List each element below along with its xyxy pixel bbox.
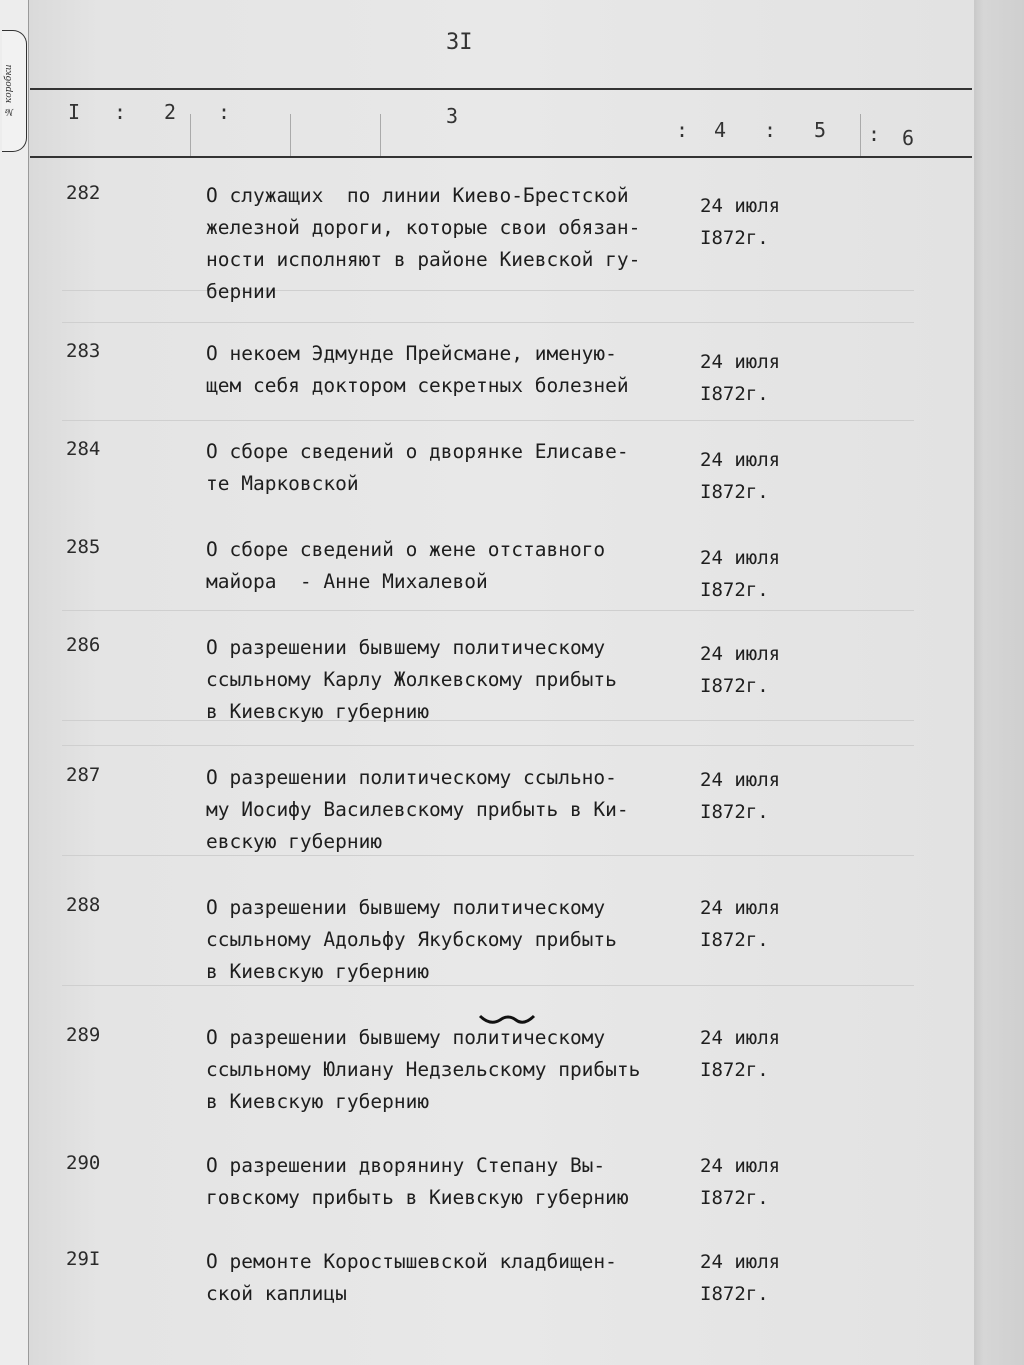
entry-number: 29I — [66, 1248, 101, 1270]
entry-title-line: ности исполняют в районе Киевской гу- — [206, 248, 641, 271]
entry-number: 283 — [66, 340, 101, 362]
column-separator — [290, 114, 291, 156]
entry-date — [700, 1150, 810, 1214]
entry-date-line: I872г. — [700, 227, 769, 249]
entry-title-line: евскую губернию — [206, 830, 383, 853]
entry-title-line: О разрешении бывшему политическому — [206, 1026, 606, 1049]
entry-date-line: I872г. — [700, 801, 769, 823]
entry-date — [700, 542, 810, 606]
entry-title-line: бернии — [206, 280, 277, 303]
entry-title — [206, 1246, 706, 1310]
entry-date — [700, 1022, 810, 1086]
column-header: I — [68, 100, 81, 124]
entry-title-line: ской каплицы — [206, 1282, 347, 1305]
entry-date-line: I872г. — [700, 383, 769, 405]
entry-title-line: О ремонте Коростышевской кладбищен- — [206, 1250, 617, 1273]
entry-title-line: О служащих по линии Киево-Брестской — [206, 184, 629, 207]
entry-title-line: О сборе сведений о жене отставного — [206, 538, 606, 561]
column-header-separator: : — [218, 100, 231, 124]
entry-title — [206, 338, 706, 402]
entry-title-line: О разрешении бывшему политическому — [206, 636, 606, 659]
entry-date-line: 24 июля — [700, 769, 781, 791]
entry-date-line: I872г. — [700, 579, 769, 601]
entry-title-line: железной дороги, которые свои обязан- — [206, 216, 641, 239]
entry-number: 286 — [66, 634, 101, 656]
entry-date-line: 24 июля — [700, 897, 781, 919]
entry-date-line: 24 июля — [700, 1027, 781, 1049]
entry-date — [700, 1246, 810, 1310]
entry-number: 287 — [66, 764, 101, 786]
entry-title-line: О некоем Эдмунде Прейсмане, именую- — [206, 342, 617, 365]
bleed-line — [62, 745, 914, 746]
entry-date-line: I872г. — [700, 1187, 769, 1209]
column-header: 5 — [814, 118, 827, 142]
entry-title — [206, 762, 706, 858]
entry-title-line: майора - Анне Михалевой — [206, 570, 488, 593]
entry-date-line: I872г. — [700, 1283, 769, 1305]
entry-number: 289 — [66, 1024, 101, 1046]
column-header-separator: : — [764, 118, 777, 142]
column-header-separator: : — [868, 122, 881, 146]
entry-title — [206, 436, 706, 500]
entry-date-line: I872г. — [700, 1059, 769, 1081]
entry-number: 288 — [66, 894, 101, 916]
entry-title-line: ссыльному Юлиану Недзельскому прибыть — [206, 1058, 641, 1081]
entry-title — [206, 534, 706, 598]
entry-date-line: 24 июля — [700, 449, 781, 471]
entry-date — [700, 764, 810, 828]
entry-date — [700, 444, 810, 508]
entry-date — [700, 892, 810, 956]
entry-title-line: О разрешении политическому ссыльно- — [206, 766, 617, 789]
entry-title — [206, 892, 706, 988]
column-header: 4 — [714, 118, 727, 142]
entry-date-line: 24 июля — [700, 1251, 781, 1273]
column-header: 3 — [446, 104, 459, 128]
bleed-line — [62, 610, 914, 611]
bleed-line — [62, 322, 914, 323]
entry-number: 284 — [66, 438, 101, 460]
column-header-separator: : — [114, 100, 127, 124]
entry-title-line: му Иосифу Василевскому прибыть в Ки- — [206, 798, 629, 821]
entry-title-line: говскому прибыть в Киевскую губернию — [206, 1186, 629, 1209]
entry-date — [700, 190, 810, 254]
entry-date-line: 24 июля — [700, 643, 781, 665]
entry-title-line: в Киевскую губернию — [206, 960, 430, 983]
column-header: 2 — [164, 100, 177, 124]
column-separator — [860, 114, 861, 156]
entry-title — [206, 1150, 706, 1214]
entry-title — [206, 180, 706, 308]
entry-date-line: I872г. — [700, 481, 769, 503]
entry-date — [700, 346, 810, 410]
entry-title-line: О сборе сведений о дворянке Елисаве- — [206, 440, 629, 463]
column-header-separator: : — [676, 118, 689, 142]
entry-title — [206, 632, 706, 728]
entry-date-line: I872г. — [700, 675, 769, 697]
entry-title-line: щем себя доктором секретных болезней — [206, 374, 629, 397]
box-label: № коробки — [4, 64, 14, 116]
entry-title-line: в Киевскую губернию — [206, 700, 430, 723]
entry-date-line: 24 июля — [700, 547, 781, 569]
column-header: 6 — [902, 126, 915, 150]
entry-date-line: I872г. — [700, 929, 769, 951]
entry-number: 285 — [66, 536, 101, 558]
underlying-page — [966, 0, 1024, 1365]
entry-title-line: О разрешении дворянину Степану Вы- — [206, 1154, 606, 1177]
bleed-line — [62, 420, 914, 421]
entry-title-line: ссыльному Адольфу Якубскому прибыть — [206, 928, 617, 951]
binding-edge — [0, 0, 29, 1365]
entry-date-line: 24 июля — [700, 1155, 781, 1177]
entry-date-line: 24 июля — [700, 351, 781, 373]
entry-title-line: в Киевскую губернию — [206, 1090, 430, 1113]
entry-number: 290 — [66, 1152, 101, 1174]
entry-title-line: ссыльному Карлу Жолкевскому прибыть — [206, 668, 617, 691]
entry-number: 282 — [66, 182, 101, 204]
entry-date — [700, 638, 810, 702]
column-separator — [190, 114, 191, 156]
column-separator — [380, 114, 381, 156]
entry-title-line: О разрешении бывшему политическому — [206, 896, 606, 919]
entry-title-line: те Марковской — [206, 472, 359, 495]
header-top-rule — [30, 88, 972, 90]
ink-mark-icon — [478, 1010, 538, 1030]
header-bottom-rule — [30, 156, 972, 158]
entry-title — [206, 1022, 706, 1118]
entry-date-line: 24 июля — [700, 195, 781, 217]
page-number: 3I — [446, 30, 473, 55]
